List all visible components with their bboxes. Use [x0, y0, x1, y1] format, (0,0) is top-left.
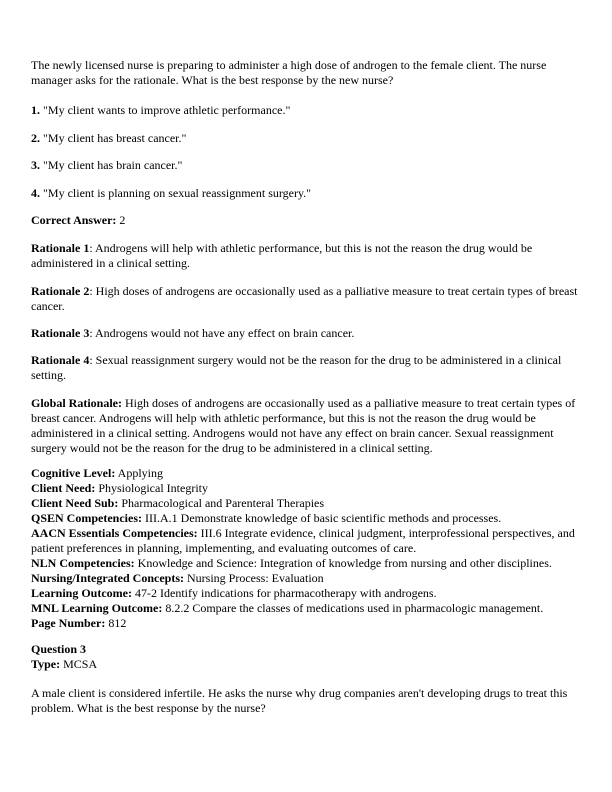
option-text: "My client is planning on sexual reassignment surgery." [43, 186, 312, 200]
meta-label: QSEN Competencies: [31, 511, 142, 525]
question-type-value: MCSA [63, 657, 98, 671]
rationale-3 [31, 326, 581, 341]
option-number: 4. [31, 186, 40, 200]
meta-nln [31, 556, 581, 571]
rationale-text: : Sexual reassignment surgery would not be the reason for the drug to be administered in a clinical setting. [31, 353, 562, 382]
meta-learning-outcome [31, 586, 581, 601]
option-text: "My client wants to improve athletic performance." [43, 103, 291, 117]
meta-qsen [31, 511, 581, 526]
meta-value: Physiological Integrity [98, 481, 208, 495]
option-text: "My client has breast cancer." [43, 131, 187, 145]
answer-option-2 [31, 131, 581, 146]
meta-value: Knowledge and Science: Integration of knowledge from nursing and other disciplines. [137, 556, 552, 570]
rationale-1 [31, 241, 581, 271]
question-stem: The newly licensed nurse is preparing to administer a high dose of androgen to the female client. The nurse manager asks for the rationale. What is the best response by the new nurse? [31, 58, 547, 87]
correct-answer-label: Correct Answer: [31, 213, 117, 227]
rationale-label: Rationale 1 [31, 241, 90, 255]
answer-option-3 [31, 158, 581, 173]
meta-value: 8.2.2 Compare the classes of medications used in pharmacologic management. [165, 601, 544, 615]
rationale-2 [31, 284, 581, 314]
meta-value: III.6 Integrate evidence, clinical judgment, interprofessional perspectives, and patient preferences in planning, implementing, and evaluating outcomes of care. [31, 526, 575, 555]
meta-value: Pharmacological and Parenteral Therapies [121, 496, 325, 510]
rationale-text: : Androgens would not have any effect on brain cancer. [89, 326, 355, 340]
meta-value: Nursing Process: Evaluation [187, 571, 324, 585]
option-text: "My client has brain cancer." [43, 158, 183, 172]
global-rationale-label: Global Rationale: [31, 396, 123, 410]
meta-label: Cognitive Level: [31, 466, 116, 480]
meta-nursing-concepts [31, 571, 581, 586]
rationale-label: Rationale 2 [31, 284, 90, 298]
meta-label: Client Need Sub: [31, 496, 119, 510]
question-metadata [31, 466, 581, 631]
meta-label: MNL Learning Outcome: [31, 601, 163, 615]
question-title: Question 3 [31, 642, 87, 656]
meta-value: 812 [108, 616, 127, 630]
meta-label: Client Need: [31, 481, 96, 495]
option-number: 3. [31, 158, 40, 172]
global-rationale-text: High doses of androgens are occasionally used as a palliative measure to treat certain types of breast cancer. Androgens will help with athletic performance, but this is not the reason the drug would be administered in a clinical setting. Androgens would not have any effect on brain cancer. Sexual reassignment surgery would not be the reason for the drug to be administered in a clinical setting. [31, 396, 576, 455]
meta-value: 47-2 Identify indications for pharmacotherapy with androgens. [135, 586, 437, 600]
meta-mnl-learning-outcome [31, 601, 581, 616]
meta-label: Page Number: [31, 616, 106, 630]
rationale-text: : Androgens will help with athletic performance, but this is not the reason the drug would be administered in a clinical setting. [31, 241, 533, 270]
next-question-stem: A male client is considered infertile. He asks the nurse why drug companies aren't developing drugs to treat this problem. What is the best response by the nurse? [31, 686, 568, 715]
correct-answer-value: 2 [119, 213, 126, 227]
meta-cognitive-level [31, 466, 581, 481]
meta-page-number [31, 616, 581, 631]
rationale-label: Rationale 3 [31, 326, 90, 340]
question-type-label: Type: [31, 657, 61, 671]
meta-aacn [31, 526, 581, 556]
option-number: 2. [31, 131, 40, 145]
meta-value: Applying [117, 466, 164, 480]
meta-client-need-sub [31, 496, 581, 511]
meta-value: III.A.1 Demonstrate knowledge of basic scientific methods and processes. [145, 511, 502, 525]
question-type [31, 657, 581, 672]
next-question-header [31, 642, 581, 672]
meta-client-need [31, 481, 581, 496]
answer-option-1 [31, 103, 581, 118]
answer-option-4 [31, 186, 581, 201]
meta-label: Nursing/Integrated Concepts: [31, 571, 184, 585]
option-number: 1. [31, 103, 40, 117]
meta-label: Learning Outcome: [31, 586, 132, 600]
meta-label: NLN Competencies: [31, 556, 135, 570]
rationale-text: : High doses of androgens are occasionally used as a palliative measure to treat certain types of breast cancer. [31, 284, 578, 313]
meta-label: AACN Essentials Competencies: [31, 526, 198, 540]
global-rationale [31, 396, 581, 456]
rationale-4 [31, 353, 581, 383]
rationale-label: Rationale 4 [31, 353, 90, 367]
correct-answer [31, 213, 581, 228]
